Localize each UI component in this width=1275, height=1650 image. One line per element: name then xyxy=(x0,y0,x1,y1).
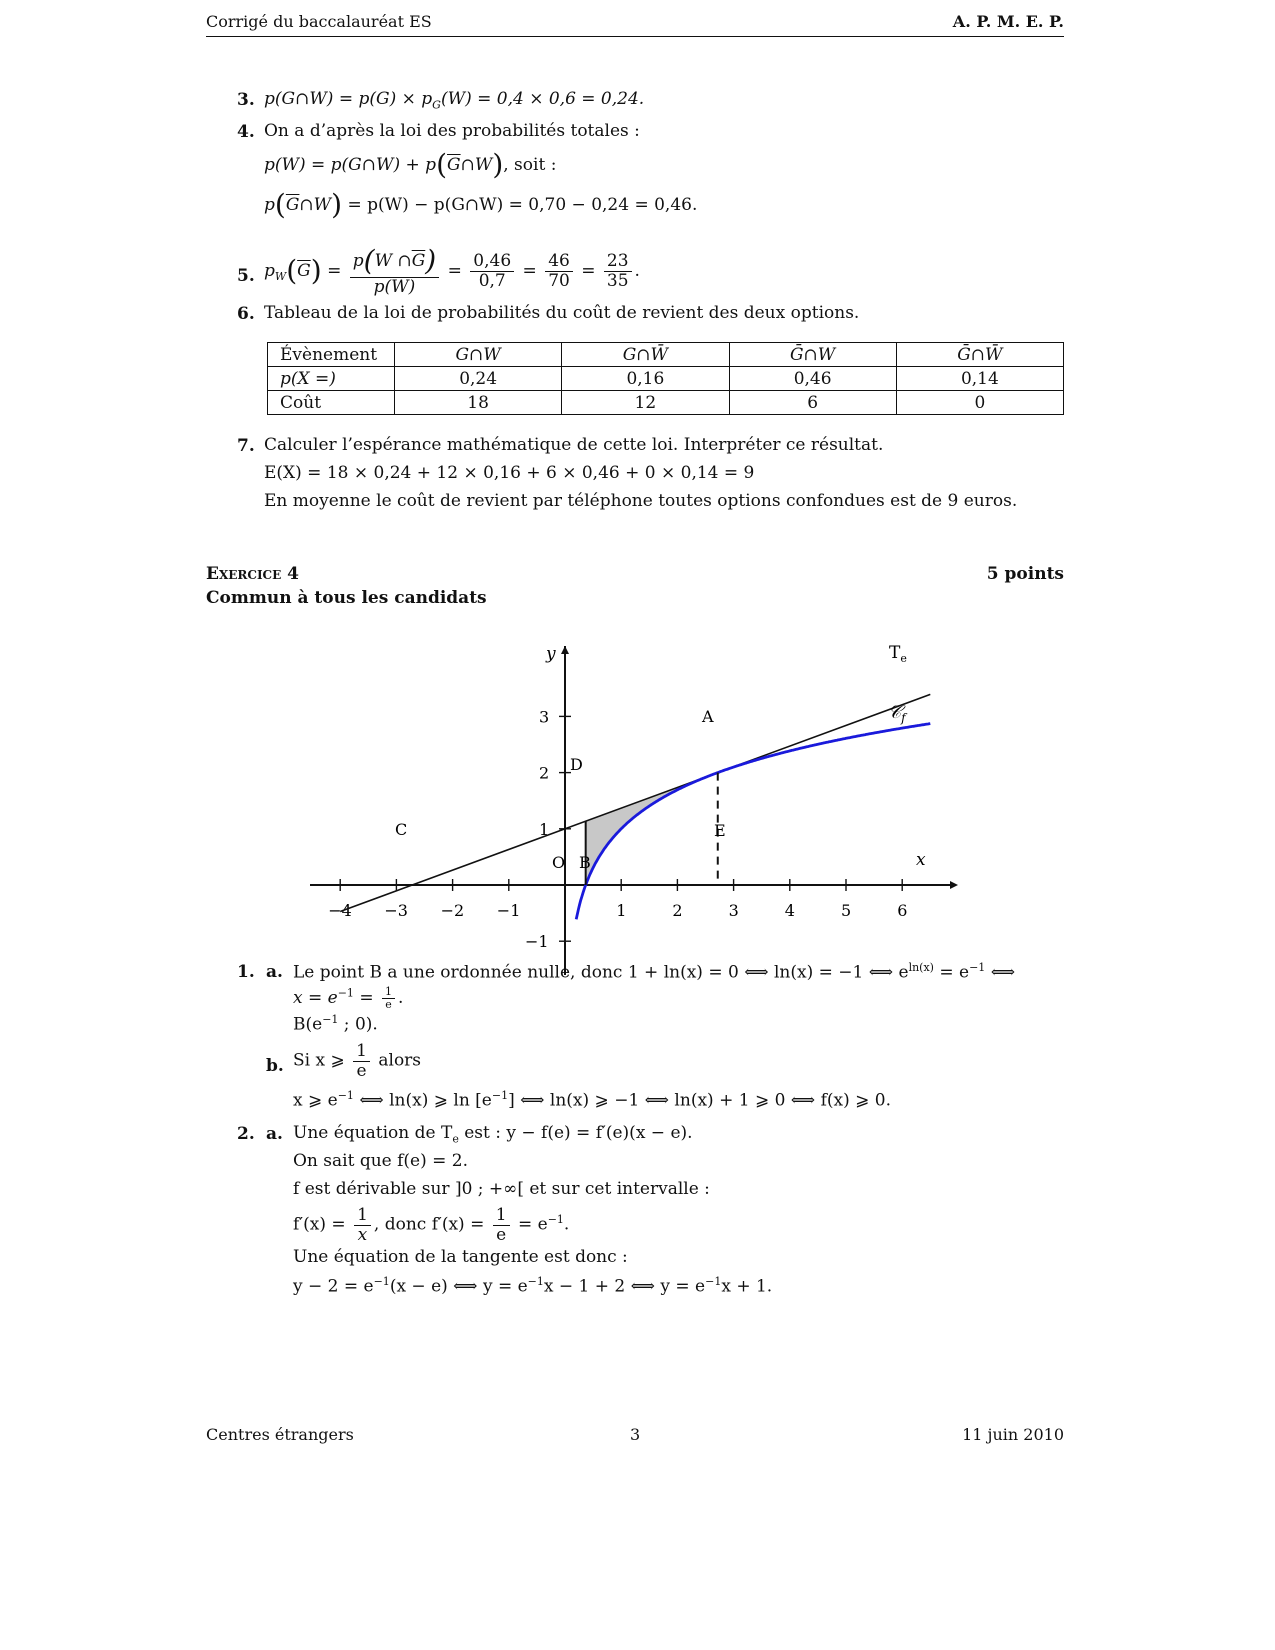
denominator: 35 xyxy=(606,270,629,291)
denominator: e xyxy=(385,998,392,1012)
text-part: p xyxy=(352,250,364,271)
shaded-area xyxy=(586,773,718,885)
superscript: ln(x) xyxy=(908,961,934,974)
label-d: D xyxy=(570,755,583,774)
table-cell: 0,14 xyxy=(896,367,1063,391)
question-4-line-3 xyxy=(264,190,697,221)
sub-question-label: a. xyxy=(266,1124,283,1144)
part-2a-line-1 xyxy=(293,1124,693,1145)
exercise-title: Exercice 4 xyxy=(206,564,299,584)
text-part: ] ⟺ ln(x) ⩾ −1 ⟺ ln(x) + 1 ⩾ 0 ⟺ f(x) ⩾ 0. xyxy=(508,1090,892,1111)
table-cell: 0,46 xyxy=(729,367,896,391)
text-part: x + 1. xyxy=(721,1276,773,1297)
label-te xyxy=(889,643,907,665)
text-part: ∩W xyxy=(460,154,493,175)
paren: ) xyxy=(331,188,343,221)
superscript: −1 xyxy=(491,1089,509,1102)
text-part: = e xyxy=(512,1214,548,1235)
text-part: p(G∩W) = p(G) × p xyxy=(264,89,433,109)
denominator: x xyxy=(357,1224,368,1245)
text-part: (W) = 0,4 × 0,6 = 0,24. xyxy=(440,89,645,109)
overline-g: $\overline{G}$ xyxy=(447,154,461,175)
superscript: −1 xyxy=(969,961,986,974)
y-tick-label: 2 xyxy=(539,763,550,783)
table-cell: Coût xyxy=(268,391,395,415)
numerator xyxy=(350,246,439,278)
fraction xyxy=(604,252,632,290)
paren: ( xyxy=(286,253,298,287)
x-tick-label: −1 xyxy=(496,901,521,920)
text-part: ⟺ ln(x) ⩾ ln [e xyxy=(353,1090,492,1111)
fraction xyxy=(493,1206,510,1244)
fraction xyxy=(354,1206,371,1244)
text-part: x − 1 + 2 ⟺ y = e xyxy=(543,1276,706,1297)
part-1b-line-2 xyxy=(293,1090,891,1110)
text-part: Une équation de T xyxy=(293,1123,453,1143)
fraction xyxy=(470,252,514,290)
question-7-line-3: En moyenne le coût de revient par téléphone toutes options confondues est de 9 euros. xyxy=(264,491,1018,511)
table-header-row xyxy=(268,343,1064,367)
label-a: A xyxy=(702,707,714,726)
text-part: = xyxy=(353,988,379,1009)
tangent-line-te xyxy=(340,694,930,911)
paren: ( xyxy=(363,244,375,277)
question-6-text: Tableau de la loi de probabilités du coût de revient des deux options. xyxy=(264,303,860,323)
label-o: O xyxy=(552,853,566,872)
x-tick-label: −2 xyxy=(440,901,465,920)
text-part: est : y − f(e) = f′(e)(x − e). xyxy=(458,1123,693,1143)
part-1a-line-3 xyxy=(293,1014,378,1034)
fraction xyxy=(353,1042,370,1080)
page-number: 3 xyxy=(630,1425,641,1444)
overline-g: $\overline{G}$ xyxy=(285,194,300,215)
part-2a-line-2: On sait que f(e) = 2. xyxy=(293,1151,469,1171)
y-tick-label: −1 xyxy=(525,932,549,952)
question-number: 6. xyxy=(237,304,255,324)
exercise-subtitle: Commun à tous les candidats xyxy=(206,588,487,608)
probability-table xyxy=(267,342,1064,415)
te-main: T xyxy=(889,643,901,663)
text-part: y − 2 = e xyxy=(293,1276,374,1297)
subscript: W xyxy=(274,270,287,284)
part-2a-line-4 xyxy=(293,1206,569,1244)
denominator: 0,7 xyxy=(478,270,506,291)
text-part: Si x ⩾ xyxy=(293,1050,351,1071)
denominator: e xyxy=(356,1060,367,1081)
te-sub: e xyxy=(900,652,907,665)
footer-left: Centres étrangers xyxy=(206,1425,354,1444)
label-e: E xyxy=(714,821,726,840)
superscript: −1 xyxy=(337,1089,354,1102)
part-1a-line-2 xyxy=(293,986,403,1011)
page-header xyxy=(206,10,1064,37)
superscript: −1 xyxy=(373,1275,390,1288)
part-2a-line-5: Une équation de la tangente est donc : xyxy=(293,1247,628,1267)
paren: ) xyxy=(492,148,504,181)
y-tick-label: 1 xyxy=(539,819,550,839)
footer-right: 11 juin 2010 xyxy=(962,1425,1064,1444)
table-row xyxy=(268,391,1064,415)
numerator: 1 xyxy=(354,1206,371,1226)
part-2a-line-3: f est dérivable sur ]0 ; +∞[ et sur cet intervalle : xyxy=(293,1179,710,1199)
question-number: 4. xyxy=(237,122,255,142)
question-5-formula: $p_W(\overline{G})$ = $\frac{p(W \cap\overline{G})}{p(W)}$ = $\frac{0,46}{0,7}$ = $\frac{46}{70}$ = $\frac{23}{35}$ . xyxy=(264,244,640,297)
table-cell: 18 xyxy=(395,391,562,415)
function-graph xyxy=(300,640,960,980)
subscript: G xyxy=(432,98,441,112)
table-cell: 12 xyxy=(562,391,729,415)
numerator: 23 xyxy=(604,252,632,272)
question-4-line-2 xyxy=(264,150,556,181)
text-part: = p(W) − p(G∩W) = 0,70 − 0,24 = 0,46. xyxy=(347,194,698,215)
x-tick-label: 4 xyxy=(784,901,795,920)
fraction xyxy=(350,246,439,296)
table-cell: Évènement xyxy=(268,343,395,367)
text-part: B(e xyxy=(293,1014,323,1035)
x-tick-label: 3 xyxy=(728,901,739,920)
part-2a-line-6 xyxy=(293,1276,772,1296)
superscript: −1 xyxy=(705,1275,722,1288)
cf-main: 𝒞 xyxy=(888,702,902,723)
y-tick-label: 3 xyxy=(539,707,550,727)
header-left: Corrigé du baccalauréat ES xyxy=(206,12,432,31)
table-cell: p(X =) xyxy=(268,367,395,391)
numerator: 0,46 xyxy=(470,252,514,272)
text-part: = e xyxy=(933,962,970,983)
table-cell: 0,24 xyxy=(395,367,562,391)
sub-question-label: b. xyxy=(266,1056,284,1076)
x-tick-label: 5 xyxy=(841,901,852,920)
text-part: x = e xyxy=(293,988,338,1009)
table-cell: G∩W xyxy=(395,343,562,367)
text-part: Le point B a une ordonnée nulle, donc 1 + ln(x) = 0 ⟺ ln(x) = −1 ⟺ e xyxy=(293,962,909,983)
question-number: 3. xyxy=(237,90,255,110)
text-part: ; 0). xyxy=(338,1014,378,1035)
numerator: 1 xyxy=(353,1042,370,1062)
exercise-points: 5 points xyxy=(986,564,1064,584)
label-b: B xyxy=(579,853,591,872)
part-1a-line-1 xyxy=(293,962,1015,982)
part-1b-line-1 xyxy=(293,1042,421,1080)
text-part: (x − e) ⟺ y = e xyxy=(389,1276,528,1297)
label-x: x xyxy=(916,850,926,870)
question-number: 7. xyxy=(237,436,255,456)
table-cell: Ḡ∩W xyxy=(729,343,896,367)
overline-g: $\overline{G}$ xyxy=(297,260,311,281)
fraction xyxy=(382,986,395,1011)
fraction xyxy=(545,252,573,290)
header-right: A. P. M. E. P. xyxy=(952,12,1064,31)
table-cell: 0 xyxy=(896,391,1063,415)
question-number: 5. xyxy=(237,266,255,286)
superscript: −1 xyxy=(322,1013,339,1026)
paren: ) xyxy=(425,244,437,277)
text-part: , donc f′(x) = xyxy=(373,1214,490,1235)
table-cell: 6 xyxy=(729,391,896,415)
text-part: W ∩ xyxy=(374,250,412,271)
denominator: e xyxy=(496,1224,507,1245)
numerator: 46 xyxy=(545,252,573,272)
text-part: ∩W xyxy=(299,194,332,215)
x-tick-label: 6 xyxy=(897,901,908,920)
part-number: 1. xyxy=(237,962,255,982)
label-c: C xyxy=(395,820,408,839)
text-part: ⟺ xyxy=(985,962,1016,983)
denominator: p(W) xyxy=(373,276,416,297)
text-part: p(W) = p(G∩W) + p xyxy=(264,154,437,175)
question-4-line-1: On a d’après la loi des probabilités totales : xyxy=(264,121,640,141)
paren: ( xyxy=(274,188,286,221)
table-row xyxy=(268,367,1064,391)
x-axis-arrow-icon xyxy=(950,881,958,889)
text-part: alors xyxy=(372,1050,422,1071)
numerator: 1 xyxy=(382,986,395,999)
curve-cf xyxy=(576,724,930,920)
text-part: . xyxy=(563,1214,570,1235)
question-7-line-1: Calculer l’espérance mathématique de cette loi. Interpréter ce résultat. xyxy=(264,435,884,455)
question-7-line-2: E(X) = 18 × 0,24 + 12 × 0,16 + 6 × 0,46 + 0 × 0,14 = 9 xyxy=(264,463,755,483)
sub-question-label: a. xyxy=(266,962,283,982)
text-part: x ⩾ e xyxy=(293,1090,338,1111)
subscript: e xyxy=(452,1132,459,1146)
superscript: −1 xyxy=(337,986,354,1000)
text-part: p xyxy=(264,194,275,215)
text-part: p xyxy=(264,260,275,281)
text-part: , soit : xyxy=(503,154,557,175)
numerator: 1 xyxy=(493,1206,510,1226)
label-y: y xyxy=(546,644,556,664)
y-axis-arrow-icon xyxy=(561,646,569,654)
overline-g: $\overline{G}$ xyxy=(411,250,426,271)
paren: ) xyxy=(310,253,322,287)
table-cell: G∩W̄ xyxy=(562,343,729,367)
table-cell: Ḡ∩W̄ xyxy=(896,343,1063,367)
denominator: 70 xyxy=(548,270,570,291)
part-number: 2. xyxy=(237,1124,255,1144)
cf-sub: f xyxy=(901,711,906,725)
text-part: f′(x) = xyxy=(293,1214,352,1235)
paren: ( xyxy=(436,148,447,181)
superscript: −1 xyxy=(547,1213,564,1227)
label-cf xyxy=(888,702,908,725)
question-3-text xyxy=(264,90,644,111)
x-tick-label: −4 xyxy=(328,901,352,920)
x-tick-label: −3 xyxy=(384,901,408,920)
text-part: . xyxy=(397,988,404,1009)
x-tick-label: 2 xyxy=(672,901,683,920)
x-tick-label: 1 xyxy=(616,901,627,920)
superscript: −1 xyxy=(527,1275,544,1288)
table-cell: 0,16 xyxy=(562,367,729,391)
